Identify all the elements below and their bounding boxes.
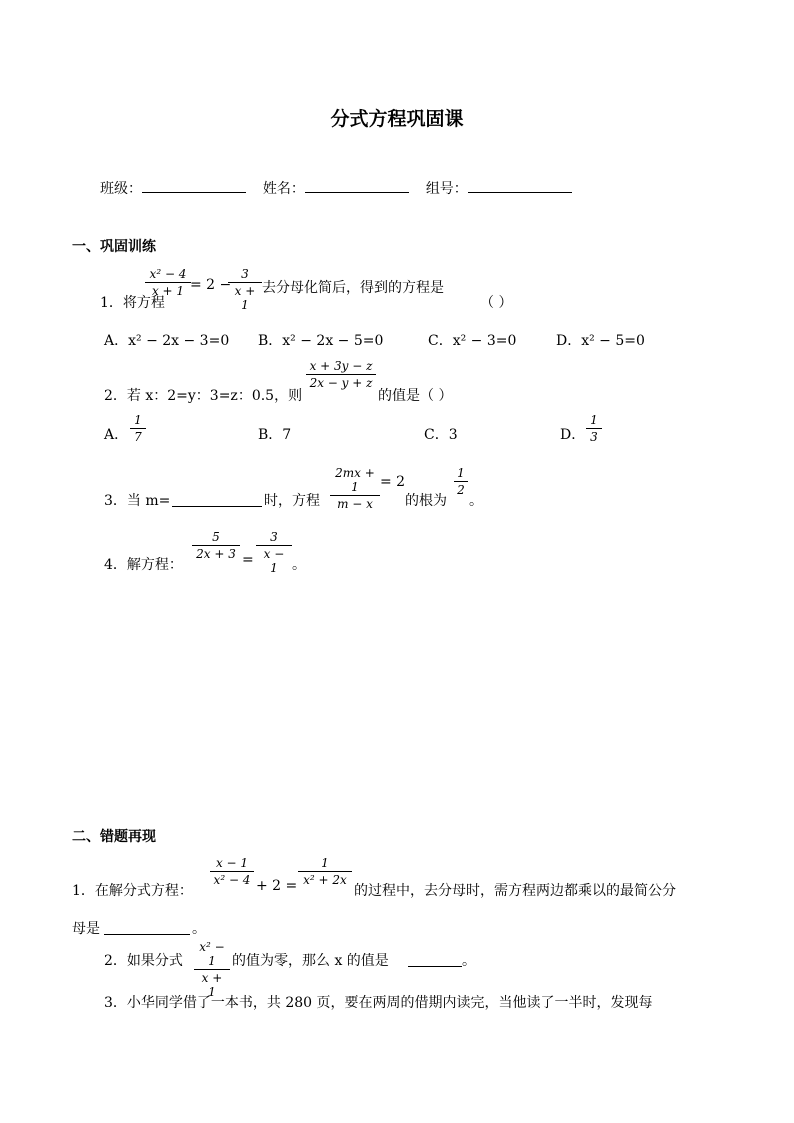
class-label: 班级： bbox=[100, 181, 142, 197]
fraction-bar bbox=[330, 495, 380, 496]
group-blank[interactable] bbox=[468, 178, 572, 193]
fraction-bar bbox=[130, 428, 146, 429]
fraction-bar bbox=[228, 282, 262, 283]
s1-q1-frac1-den: x + 1 bbox=[151, 284, 185, 298]
fraction-bar bbox=[586, 428, 602, 429]
s1-q1-option-b: B．x² − 2x − 5=0 bbox=[258, 333, 384, 349]
s2-q1-frac2 bbox=[298, 856, 352, 887]
s1-q2-suffix: 的值是（ ） bbox=[378, 388, 453, 404]
s1-q3-root-num: 1 bbox=[457, 466, 465, 480]
s1-q2-frac bbox=[306, 359, 376, 390]
s1-q2-option-a-num: 1 bbox=[134, 413, 142, 427]
s2-q1-frac1-den: x² − 4 bbox=[213, 873, 251, 887]
s2-q1-line2-end: 。 bbox=[192, 921, 206, 937]
fraction-bar bbox=[210, 871, 254, 872]
s1-q4-eq: = bbox=[242, 552, 254, 568]
s2-q1-frac2-num: 1 bbox=[321, 856, 329, 870]
class-blank[interactable] bbox=[142, 178, 246, 193]
s1-q4-prefix: 4．解方程： bbox=[104, 557, 183, 573]
s1-q1-suffix: 去分母化简后，得到的方程是 bbox=[262, 280, 444, 296]
s1-q3-frac-den: m − x bbox=[337, 497, 373, 511]
student-info-line bbox=[100, 178, 572, 198]
s1-q4-frac1-num: 5 bbox=[212, 530, 220, 544]
s1-q1-frac1-num: x² − 4 bbox=[149, 267, 187, 281]
fraction-bar bbox=[145, 282, 191, 283]
s2-q1-frac1 bbox=[210, 856, 254, 887]
s1-q2-option-c: C．3 bbox=[424, 427, 458, 443]
name-blank[interactable] bbox=[305, 178, 409, 193]
page-title: 分式方程巩固课 bbox=[330, 108, 464, 130]
s1-q2-frac-num: x + 3y − z bbox=[309, 359, 373, 373]
s1-q4-frac1-den: 2x + 3 bbox=[196, 547, 236, 561]
s1-q3-suffix: 。 bbox=[469, 493, 483, 509]
fraction-bar bbox=[256, 545, 292, 546]
s1-q4-frac2-num: 3 bbox=[270, 530, 278, 544]
s1-q4-frac2-den: x − 1 bbox=[263, 547, 285, 575]
s1-q4-suffix: 。 bbox=[292, 557, 306, 573]
s2-q1-blank[interactable] bbox=[104, 920, 190, 935]
s1-q1-prefix: 1．将方程 bbox=[100, 295, 165, 311]
s1-q1-option-c: C．x² − 3=0 bbox=[428, 333, 517, 349]
s1-q1-paren: （ ） bbox=[480, 295, 513, 311]
s1-q3-blank[interactable] bbox=[172, 492, 262, 507]
s2-q1-line2: 母是 bbox=[72, 921, 100, 937]
s2-q2-prefix: 2．如果分式 bbox=[104, 953, 183, 969]
fraction-bar bbox=[298, 871, 352, 872]
s2-q1-frac1-num: x − 1 bbox=[215, 856, 249, 870]
s1-q3-prefix: 3．当 m= bbox=[104, 493, 171, 509]
s2-q1-frac2-den: x² + 2x bbox=[303, 873, 347, 887]
s2-q2-suffix: 的值为零，那么 x 的值是 bbox=[232, 953, 389, 969]
s1-q4-frac2 bbox=[256, 530, 292, 575]
s2-q1-prefix: 1．在解分式方程： bbox=[72, 883, 193, 899]
s2-q2-frac bbox=[194, 940, 230, 999]
s1-q3-root-den: 2 bbox=[457, 483, 465, 497]
s1-q1-frac1 bbox=[145, 267, 191, 298]
s2-q1-mid: + 2 = bbox=[256, 878, 298, 894]
s1-q1-eqmid: = 2 − bbox=[190, 277, 232, 293]
s1-q3-root-frac bbox=[454, 466, 468, 497]
s1-q2-option-a-frac bbox=[130, 413, 146, 444]
s1-q4-frac1 bbox=[192, 530, 240, 561]
s1-q1-frac2 bbox=[228, 267, 262, 312]
s2-q2-frac-num: x² − 1 bbox=[199, 940, 225, 968]
name-label: 姓名： bbox=[262, 181, 305, 197]
s2-q1-suffix: 的过程中，去分母时，需方程两边都乘以的最简公分 bbox=[354, 883, 676, 899]
s1-q2-option-d-label: D． bbox=[560, 427, 586, 443]
s1-q1-option-a: A．x² − 2x − 3=0 bbox=[104, 333, 230, 349]
s2-q2-frac-den: x + 1 bbox=[201, 971, 223, 999]
s1-q2-option-a-label: A． bbox=[104, 427, 129, 443]
fraction-bar bbox=[306, 374, 376, 375]
s1-q3-mid: 时，方程 bbox=[264, 493, 320, 509]
s1-q1-frac2-num: 3 bbox=[241, 267, 249, 281]
fraction-bar bbox=[454, 481, 468, 482]
s1-q1-option-d: D．x² − 5=0 bbox=[556, 333, 645, 349]
s2-q2-end: 。 bbox=[462, 953, 476, 969]
s1-q3-frac-num: 2mx + 1 bbox=[335, 466, 375, 494]
fraction-bar bbox=[192, 545, 240, 546]
s2-q2-blank[interactable] bbox=[408, 952, 462, 967]
section2-heading: 二、错题再现 bbox=[72, 829, 156, 845]
section1-heading: 一、巩固训练 bbox=[72, 239, 156, 255]
s1-q2-option-d-den: 3 bbox=[590, 430, 598, 444]
s1-q2-option-d-num: 1 bbox=[590, 413, 598, 427]
s1-q2-prefix: 2．若 x：2=y：3=z：0.5，则 bbox=[104, 388, 303, 404]
s1-q3-frac bbox=[330, 466, 380, 511]
fraction-bar bbox=[194, 969, 230, 970]
s1-q3-mid2: 的根为 bbox=[405, 493, 447, 509]
s1-q2-option-d-frac bbox=[586, 413, 602, 444]
s1-q2-option-a-den: 7 bbox=[134, 430, 142, 444]
s1-q1-frac2-den: x + 1 bbox=[234, 284, 256, 312]
s1-q2-option-b: B．7 bbox=[258, 427, 292, 443]
s2-q3-text: 3．小华同学借了一本书，共 280 页，要在两周的借期内读完，当他读了一半时，发现每 bbox=[104, 995, 653, 1011]
s1-q3-eq: = 2 bbox=[380, 474, 406, 490]
group-label: 组号： bbox=[425, 181, 468, 197]
s1-q2-frac-den: 2x − y + z bbox=[309, 376, 373, 390]
